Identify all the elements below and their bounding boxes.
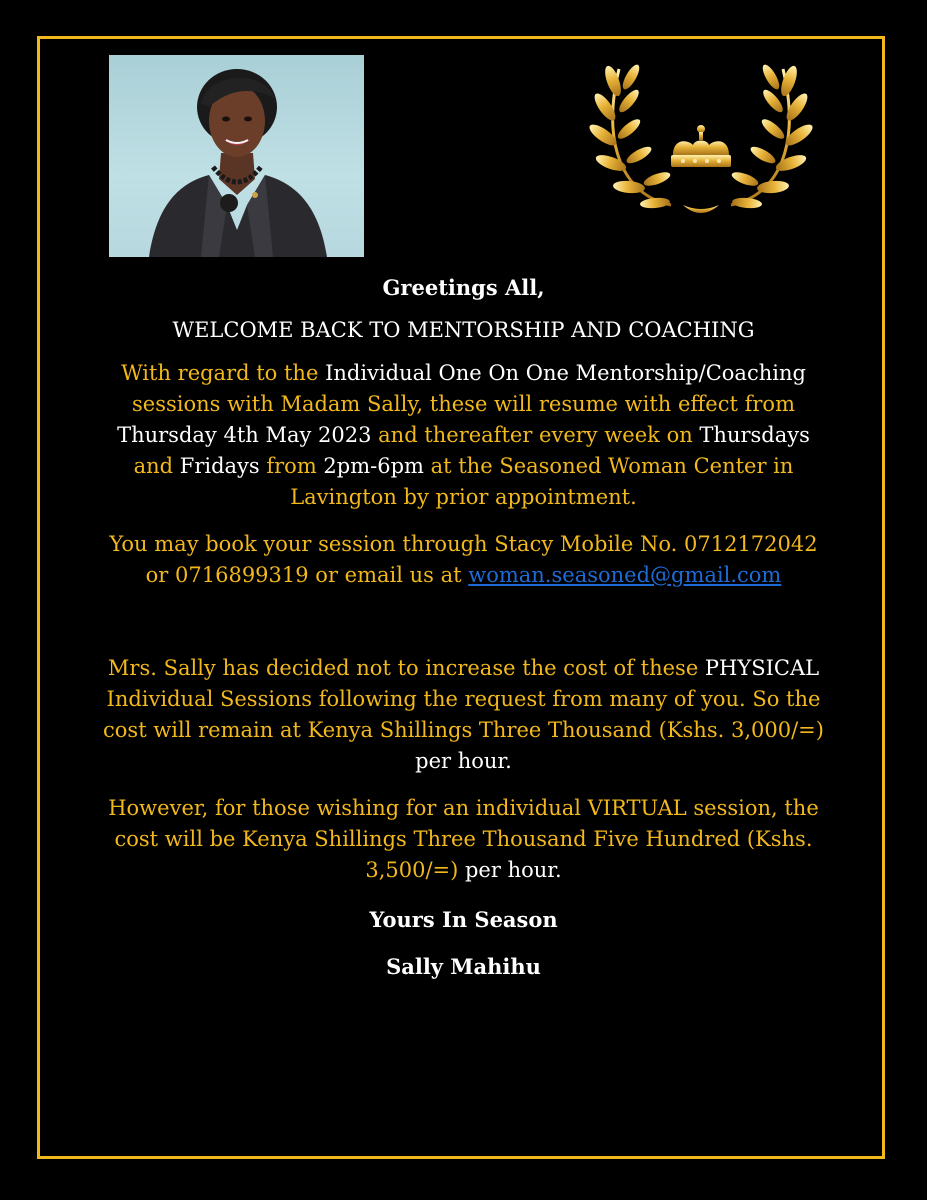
- portrait-illustration: [109, 55, 364, 257]
- text-fragment: Individual Sessions following the request from many of you. So the cost will remain at Kenya Shillings Three Thousand (Kshs. 3,000/=): [103, 687, 824, 742]
- text-fragment: However, for those wishing for an individual VIRTUAL session, the cost will be Kenya Shillings Three Thousand Five Hundred (Kshs. 3,500/=): [108, 796, 819, 882]
- text-fragment: at the Seasoned Woman Center in Lavington by prior appointment.: [290, 454, 794, 509]
- paragraph-virtual-cost: [100, 793, 827, 886]
- paragraph-physical-cost: [100, 653, 827, 777]
- email-link[interactable]: woman.seasoned@gmail.com: [468, 563, 782, 587]
- text-fragment: PHYSICAL: [704, 656, 820, 680]
- text-fragment: per hour.: [415, 749, 512, 773]
- start-date: Thursday 4th May 2023: [117, 423, 372, 447]
- text-fragment: and thereafter every week on: [371, 423, 700, 447]
- greeting: Greetings All,: [382, 275, 545, 300]
- paragraph-schedule: [100, 358, 827, 513]
- text-fragment: Individual One On One Mentorship/Coaching: [325, 361, 806, 385]
- day-fridays: Fridays: [179, 454, 260, 478]
- welcome-heading: WELCOME BACK TO MENTORSHIP AND COACHING: [172, 318, 755, 342]
- closing-line: Yours In Season: [369, 907, 558, 932]
- letter-body: [100, 268, 827, 982]
- text-fragment: per hour.: [458, 858, 562, 882]
- text-fragment: You may book your session through Stacy Mobile No. 0712172042 or 0716899319 or email us at: [109, 532, 818, 587]
- laurel-crown-icon: [583, 55, 819, 223]
- text-fragment: sessions with Madam Sally, these will resume with effect from: [132, 392, 795, 416]
- session-time: 2pm-6pm: [323, 454, 424, 478]
- paragraph-booking: [100, 529, 827, 591]
- text-fragment: Mrs. Sally has decided not to increase the cost of these: [107, 656, 705, 680]
- text-fragment: and: [133, 454, 180, 478]
- signature: Sally Mahihu: [386, 954, 541, 979]
- text-fragment: With regard to the: [121, 361, 326, 385]
- day-thursdays: Thursdays: [699, 423, 810, 447]
- portrait-photo: [109, 55, 364, 257]
- text-fragment: from: [259, 454, 324, 478]
